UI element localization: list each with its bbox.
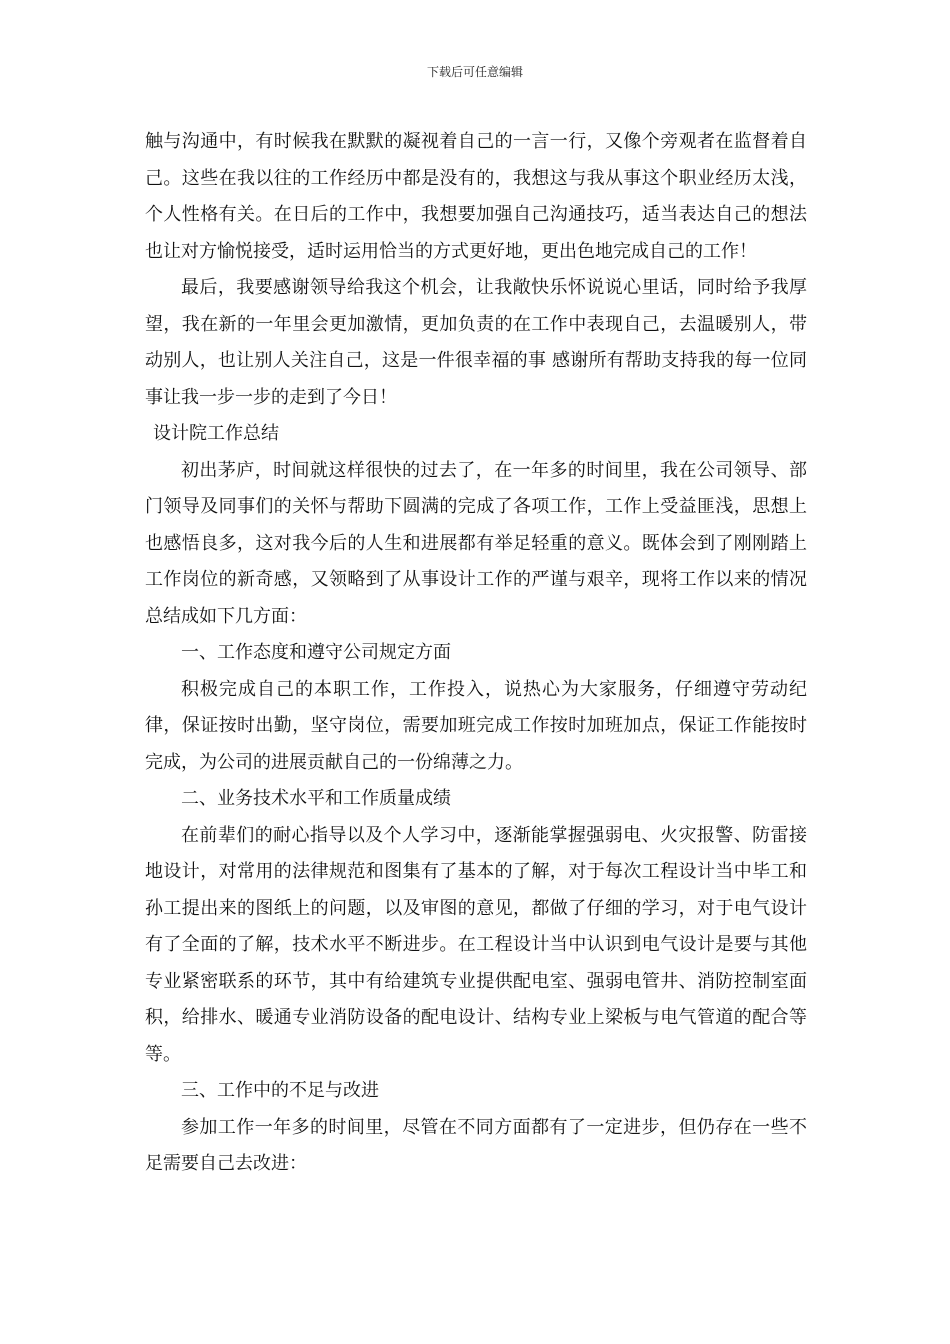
document-title: 设计院工作总结 [153,423,279,444]
paragraph-section-2: 在前辈们的耐心指导以及个人学习中，逐渐能掌握强弱电、火灾报警、防雷接地设计，对常用的法律规范和图集有了基本的了解，对于每次工程设计当中毕工和孙工提出来的图纸上的问题，以及审图的意见，都做了仔细的学习，对于电气设计有了全面的了解，技术水平不断进步。在工程设计当中认识到电气设计是要与其他专业紧密联系的环节，其中有给建筑专业提供配电室、强弱电管井、消防控制室面积，给排水、暖通专业消防设备的配电设计、结构专业上梁板与电气管道的配合等等。 [145,824,807,1065]
document-body [145,124,807,1183]
paragraph-intro: 初出茅庐，时间就这样很快的过去了，在一年多的时间里，我在公司领导、部门领导及同事们的关怀与帮助下圆满的完成了各项工作，工作上受益匪浅，思想上也感悟良多，这对我今后的人生和进展都有举足轻重的意义。既体会到了刚刚踏上工作岗位的新奇感，又领略到了从事设计工作的严谨与艰辛，现将工作以来的情况总结成如下几方面： [145,459,807,627]
page-header: 下载后可任意编辑 [426,65,523,79]
section-heading-2: 二、业务技术水平和工作质量成绩 [181,788,451,809]
section-heading-3: 三、工作中的不足与改进 [181,1080,379,1101]
paragraph-section-3: 参加工作一年多的时间里，尽管在不同方面都有了一定进步，但仍存在一些不足需要自己去改进： [145,1116,807,1174]
paragraph-continued: 触与沟通中，有时候我在默默的凝视着自己的一言一行，又像个旁观者在监督着自己。这些在我以往的工作经历中都是没有的，我想这与我从事这个职业经历太浅，个人性格有关。在日后的工作中，我想要加强自己沟通技巧，适当表达自己的想法也让对方愉悦接受，适时运用恰当的方式更好地，更出色地完成自己的工作！ [145,131,807,262]
paragraph-section-1: 积极完成自己的本职工作，工作投入，说热心为大家服务，仔细遵守劳动纪律，保证按时出勤，坚守岗位，需要加班完成工作按时加班加点，保证工作能按时完成，为公司的进展贡献自己的一份绵薄之力。 [145,678,807,773]
paragraph-thanks: 最后，我要感谢领导给我这个机会，让我敞快乐怀说说心里话，同时给予我厚望，我在新的一年里会更加激情，更加负责的在工作中表现自己，去温暖别人，带动别人，也让别人关注自己，这是一件很幸福的事 感谢所有帮助支持我的每一位同事让我一步一步的走到了今日！ [145,277,807,408]
section-heading-1: 一、工作态度和遵守公司规定方面 [181,642,451,663]
